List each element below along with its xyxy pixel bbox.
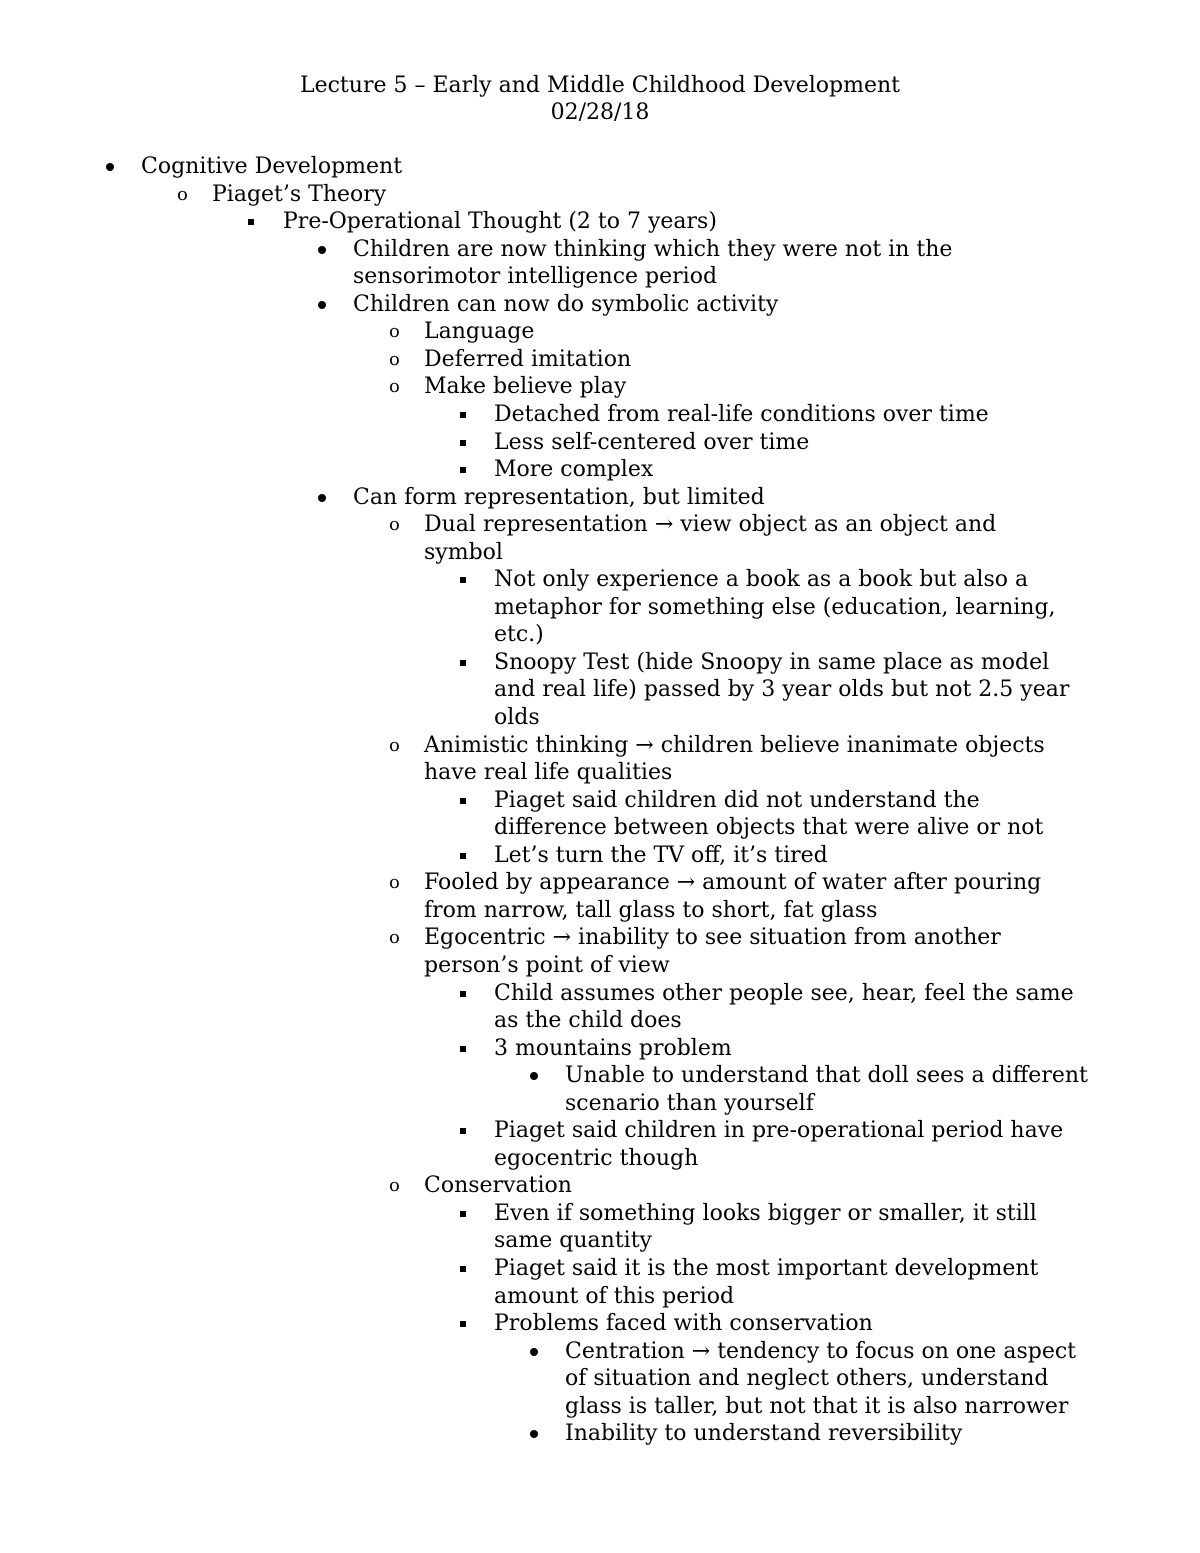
outline-item-continuation	[0, 621, 1200, 649]
outline-text: Detached from real-life conditions over time	[494, 401, 989, 427]
outline-item-continuation	[0, 897, 1200, 925]
outline-item-level6	[0, 1200, 1200, 1228]
outline-item-level4	[0, 236, 1200, 264]
outline-text: Piaget said children in pre-operational period have	[494, 1118, 1064, 1144]
bullet-circle-icon: o	[389, 321, 400, 343]
outline-text: Language	[424, 319, 535, 345]
bullet-square-icon	[460, 1255, 466, 1272]
outline-item-continuation	[0, 676, 1200, 704]
outline-item-continuation	[0, 814, 1200, 842]
outline-item-level7	[0, 1420, 1200, 1448]
outline-item-continuation	[0, 759, 1200, 787]
bullet-disc-icon	[318, 236, 326, 254]
outline-item-continuation	[0, 594, 1200, 622]
outline-text: as the child does	[494, 1008, 682, 1034]
outline-item-continuation	[0, 704, 1200, 732]
outline-text: Dual representation → view object as an object and	[424, 512, 997, 538]
outline-text: glass is taller, but not that it is also narrower	[565, 1393, 1069, 1419]
page-date: 02/28/18	[550, 100, 650, 125]
outline-item-level6	[0, 842, 1200, 870]
outline-item-level2	[0, 181, 1200, 209]
outline-item-level6	[0, 980, 1200, 1008]
outline-text: olds	[494, 705, 540, 730]
outline-text: Children are now thinking which they were not in the	[353, 236, 953, 262]
outline-item-continuation	[0, 1145, 1200, 1173]
bullet-disc-icon	[318, 484, 326, 502]
page-title: Lecture 5 – Early and Middle Childhood Development	[299, 73, 900, 98]
outline-text: Child assumes other people see, hear, feel the same	[494, 980, 1074, 1006]
outline-text: etc.)	[494, 622, 544, 648]
outline-text: Pre-Operational Thought (2 to 7 years)	[283, 209, 717, 235]
outline-item-continuation	[0, 539, 1200, 567]
outline-text: Deferred imitation	[424, 346, 632, 372]
outline-item-level5	[0, 732, 1200, 760]
outline-text: egocentric though	[494, 1145, 699, 1171]
outline-item-level6	[0, 456, 1200, 484]
outline-text: person’s point of view	[424, 952, 670, 978]
outline-item-level6	[0, 1035, 1200, 1063]
outline-item-level7	[0, 1338, 1200, 1366]
outline-item-level6	[0, 649, 1200, 677]
outline-item-level6	[0, 787, 1200, 815]
outline-text: have real life qualities	[424, 760, 673, 786]
outline-text: Problems faced with conservation	[494, 1311, 873, 1337]
bullet-square-icon	[460, 1310, 466, 1327]
outline-item-level1	[0, 153, 1200, 181]
outline-text: Children can now do symbolic activity	[353, 291, 779, 317]
outline-text: Unable to understand that doll sees a different	[565, 1063, 1088, 1089]
bullet-circle-icon: o	[389, 1175, 400, 1197]
outline-text: Fooled by appearance → amount of water after pouring	[424, 870, 1042, 896]
bullet-disc-icon	[530, 1062, 538, 1080]
bullet-circle-icon: o	[389, 514, 400, 536]
outline-text: Even if something looks bigger or smaller, it still	[494, 1200, 1037, 1226]
outline-item-continuation	[0, 1090, 1200, 1118]
outline-text: difference between objects that were alive or not	[494, 815, 1044, 841]
bullet-square-icon	[460, 566, 466, 583]
outline-item-level3	[0, 208, 1200, 236]
outline-text: Piaget said children did not understand the	[494, 787, 980, 813]
outline-item-level5	[0, 1172, 1200, 1200]
outline-text: 3 mountains problem	[494, 1035, 732, 1061]
outline-text: More complex	[494, 457, 654, 483]
outline-text: of situation and neglect others, understand	[565, 1366, 1049, 1392]
outline-text: Not only experience a book as a book but also a	[494, 567, 1029, 593]
outline-text: Centration → tendency to focus on one aspect	[565, 1338, 1076, 1364]
bullet-square-icon	[460, 1035, 466, 1052]
outline-item-level5	[0, 511, 1200, 539]
outline-item-continuation	[0, 1007, 1200, 1035]
bullet-circle-icon: o	[177, 183, 188, 205]
outline-item-level5	[0, 318, 1200, 346]
bullet-square-icon	[460, 1117, 466, 1134]
outline-text: metaphor for something else (education, learning,	[494, 594, 1056, 620]
bullet-disc-icon	[530, 1420, 538, 1438]
outline-item-level6	[0, 1310, 1200, 1338]
outline-item-level5	[0, 869, 1200, 897]
bullet-square-icon	[248, 208, 254, 225]
outline-item-level5	[0, 373, 1200, 401]
bullet-square-icon	[460, 787, 466, 804]
outline-item-level6	[0, 401, 1200, 429]
bullet-circle-icon: o	[389, 348, 400, 370]
outline-text: Animistic thinking → children believe inanimate objects	[424, 732, 1045, 758]
outline-text: Snoopy Test (hide Snoopy in same place as model	[494, 649, 1050, 675]
outline-text: Inability to understand reversibility	[565, 1421, 963, 1447]
bullet-disc-icon	[318, 291, 326, 309]
outline-text: scenario than yourself	[565, 1090, 814, 1116]
outline-item-level4	[0, 291, 1200, 319]
bullet-circle-icon: o	[389, 872, 400, 894]
bullet-circle-icon: o	[389, 734, 400, 756]
outline-item-level4	[0, 484, 1200, 512]
outline-item-continuation	[0, 1365, 1200, 1393]
bullet-disc-icon	[530, 1338, 538, 1356]
outline-text: symbol	[424, 539, 503, 565]
outline-text: sensorimotor intelligence period	[353, 264, 718, 290]
outline-item-continuation	[0, 263, 1200, 291]
outline-text: Conservation	[424, 1173, 572, 1199]
outline-item-level5	[0, 346, 1200, 374]
bullet-circle-icon: o	[389, 376, 400, 398]
outline-text: Egocentric → inability to see situation from another	[424, 925, 1001, 951]
outline-item-continuation	[0, 952, 1200, 980]
outline-item-level7	[0, 1062, 1200, 1090]
bullet-disc-icon	[106, 153, 114, 171]
outline-item-continuation	[0, 1393, 1200, 1421]
bullet-square-icon	[460, 649, 466, 666]
outline-item-level5	[0, 924, 1200, 952]
outline-text: Let’s turn the TV off, it’s tired	[494, 842, 828, 868]
outline-text: Cognitive Development	[141, 154, 403, 179]
outline-item-level6	[0, 1255, 1200, 1283]
outline-item-level6	[0, 566, 1200, 594]
bullet-square-icon	[460, 980, 466, 997]
outline-text: and real life) passed by 3 year olds but not 2.5 year	[494, 677, 1070, 703]
outline-text: Piaget’s Theory	[212, 181, 387, 207]
bullet-square-icon	[460, 429, 466, 446]
outline-item-continuation	[0, 1227, 1200, 1255]
bullet-square-icon	[460, 456, 466, 473]
outline-text: same quantity	[494, 1228, 652, 1254]
outline-text: Piaget said it is the most important development	[494, 1256, 1039, 1281]
outline-text: Less self-centered over time	[494, 429, 810, 455]
bullet-square-icon	[460, 401, 466, 418]
outline-text: amount of this period	[494, 1283, 735, 1309]
outline-text: Make believe play	[424, 374, 627, 400]
bullet-circle-icon: o	[389, 927, 400, 949]
outline-text: Can form representation, but limited	[353, 484, 765, 510]
outline-text: from narrow, tall glass to short, fat glass	[424, 897, 878, 923]
outline-item-level6	[0, 429, 1200, 457]
bullet-square-icon	[460, 1200, 466, 1217]
bullet-square-icon	[460, 842, 466, 859]
outline-item-level6	[0, 1117, 1200, 1145]
outline-item-continuation	[0, 1283, 1200, 1311]
